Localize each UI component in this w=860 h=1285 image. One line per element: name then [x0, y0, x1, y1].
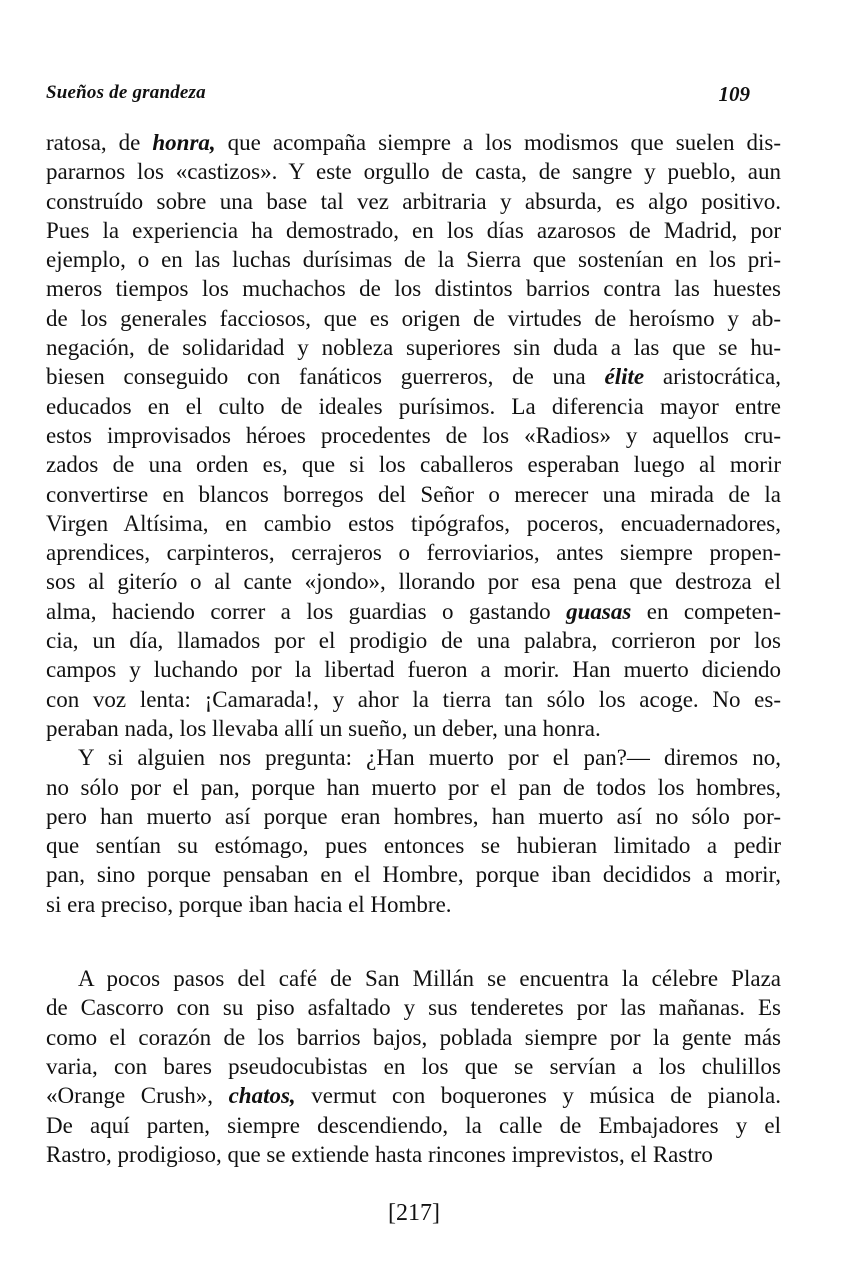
text-line — [46, 304, 781, 333]
text-line — [46, 421, 781, 450]
footer — [0, 1200, 860, 1227]
italic-term: élite — [604, 364, 645, 390]
text-run: como el corazón de los barrios bajos, poblada siempre por la gente más — [46, 1024, 781, 1050]
text-run: ejemplo, o en las luchas durísimas de la Sierra que sostenían en los pri- — [46, 247, 781, 273]
text-run: estos improvisados héroes procedentes de los «Radios» y aquellos cru- — [46, 422, 781, 448]
text-run: peraban nada, los llevaba allí un sueño, un deber, una honra. — [46, 715, 601, 741]
text-run: pan, sino porque pensaban en el Hombre, porque iban decididos a morir, — [46, 862, 781, 888]
text-run: cia, un día, llamados por el prodigio de una palabra, corrieron por los — [46, 628, 781, 654]
text-run: con voz lenta: ¡Camarada!, y ahor la tierra tan sólo los acoge. No es- — [46, 686, 781, 712]
text-run: campos y luchando por la libertad fueron a morir. Han muerto diciendo — [46, 657, 781, 683]
text-line — [46, 1081, 781, 1110]
text-line — [46, 480, 781, 509]
text-run: «Orange Crush», — [46, 1083, 229, 1109]
text-line — [46, 831, 781, 860]
text-line — [46, 802, 781, 831]
text-line — [46, 993, 781, 1022]
text-line — [46, 1023, 781, 1052]
paragraph-2 — [46, 743, 781, 919]
text-run: Pues la experiencia ha demostrado, en los días azarosos de Madrid, por — [46, 217, 781, 243]
text-run: pero han muerto así porque eran hombres, han muerto así no sólo por- — [46, 803, 781, 829]
text-run: negación, de solidaridad y nobleza superiores sin duda a las que se hu- — [46, 335, 781, 361]
text-line — [46, 890, 781, 919]
text-line — [46, 1052, 781, 1081]
text-run: construído sobre una base tal vez arbitraria y absurda, es algo positivo. — [46, 188, 781, 214]
running-title: Sueños de grandeza — [46, 82, 206, 103]
text-line — [46, 157, 781, 186]
text-line — [46, 655, 781, 684]
text-line — [46, 773, 781, 802]
text-run: vermut con boquerones y música de pianola. — [295, 1083, 782, 1109]
body-text — [46, 128, 781, 1169]
text-run: De aquí parten, siempre descendiendo, la calle de Embajadores y el — [46, 1112, 781, 1138]
text-run: Rastro, prodigioso, que se extiende hasta rincones imprevistos, el Rastro — [46, 1141, 713, 1167]
text-run: educados en el culto de ideales purísimos. La diferencia mayor entre — [46, 393, 781, 419]
text-line — [46, 743, 781, 772]
text-run: Virgen Altísima, en cambio estos tipógrafos, poceros, encuadernadores, — [46, 510, 781, 536]
collection-page-marker: [217] — [388, 1200, 440, 1226]
text-run: de Cascorro con su piso asfaltado y sus tenderetes por las mañanas. Es — [46, 995, 781, 1021]
text-line — [46, 860, 781, 889]
paragraph-1 — [46, 128, 781, 743]
text-line — [46, 362, 781, 391]
text-run: sos al giterío o al cante «jondo», llorando por esa pena que destroza el — [46, 569, 781, 595]
text-line — [46, 187, 781, 216]
section-break — [46, 919, 781, 964]
text-line — [46, 216, 781, 245]
running-head — [46, 82, 756, 112]
text-line — [46, 274, 781, 303]
text-run: meros tiempos los muchachos de los distintos barrios contra las huestes — [46, 276, 781, 302]
text-run: ratosa, de — [46, 130, 153, 155]
text-line — [46, 714, 781, 743]
text-run: que acompaña siempre a los modismos que suelen dis- — [215, 130, 781, 155]
text-run: zados de una orden es, que si los caballeros esperaban luego al morir — [46, 452, 781, 478]
text-run: aristocrática, — [644, 364, 781, 390]
text-line — [46, 509, 781, 538]
text-line — [46, 597, 781, 626]
text-run: alma, haciendo correr a los guardias o gastando — [46, 598, 567, 624]
text-line — [46, 450, 781, 479]
text-line — [46, 128, 781, 157]
text-run: Y si alguien nos pregunta: ¿Han muerto por el pan?— diremos no, — [78, 745, 781, 771]
text-run: no sólo por el pan, porque han muerto por el pan de todos los hombres, — [46, 774, 781, 800]
text-line — [46, 685, 781, 714]
text-line — [46, 538, 781, 567]
text-line — [46, 392, 781, 421]
paragraph-3 — [46, 964, 781, 1169]
text-line — [46, 964, 781, 993]
text-run: si era preciso, porque iban hacia el Hombre. — [46, 891, 452, 917]
italic-term: guasas — [566, 598, 632, 624]
text-run: pararnos los «castizos». Y este orgullo de casta, de sangre y pueblo, aun — [46, 159, 781, 185]
text-run: en competen- — [631, 598, 781, 624]
text-line — [46, 1111, 781, 1140]
text-run: aprendices, carpinteros, cerrajeros o ferroviarios, antes siempre propen- — [46, 540, 781, 566]
text-line — [46, 333, 781, 362]
text-line — [46, 245, 781, 274]
text-run: biesen conseguido con fanáticos guerreros, de una — [46, 364, 605, 390]
page-number: 109 — [718, 82, 750, 106]
text-run: que sentían su estómago, pues entonces se hubieran limitado a pedir — [46, 833, 781, 859]
text-run: de los generales facciosos, que es origen de virtudes de heroísmo y ab- — [46, 305, 781, 331]
text-run: A pocos pasos del café de San Millán se encuentra la célebre Plaza — [78, 966, 781, 992]
italic-term: honra, — [152, 130, 216, 155]
italic-term: chatos, — [228, 1083, 296, 1109]
text-line — [46, 626, 781, 655]
text-run: convertirse en blancos borregos del Señor o merecer una mirada de la — [46, 481, 781, 507]
text-line — [46, 567, 781, 596]
text-run: varia, con bares pseudocubistas en los que se servían a los chulillos — [46, 1053, 781, 1079]
text-line — [46, 1140, 781, 1169]
